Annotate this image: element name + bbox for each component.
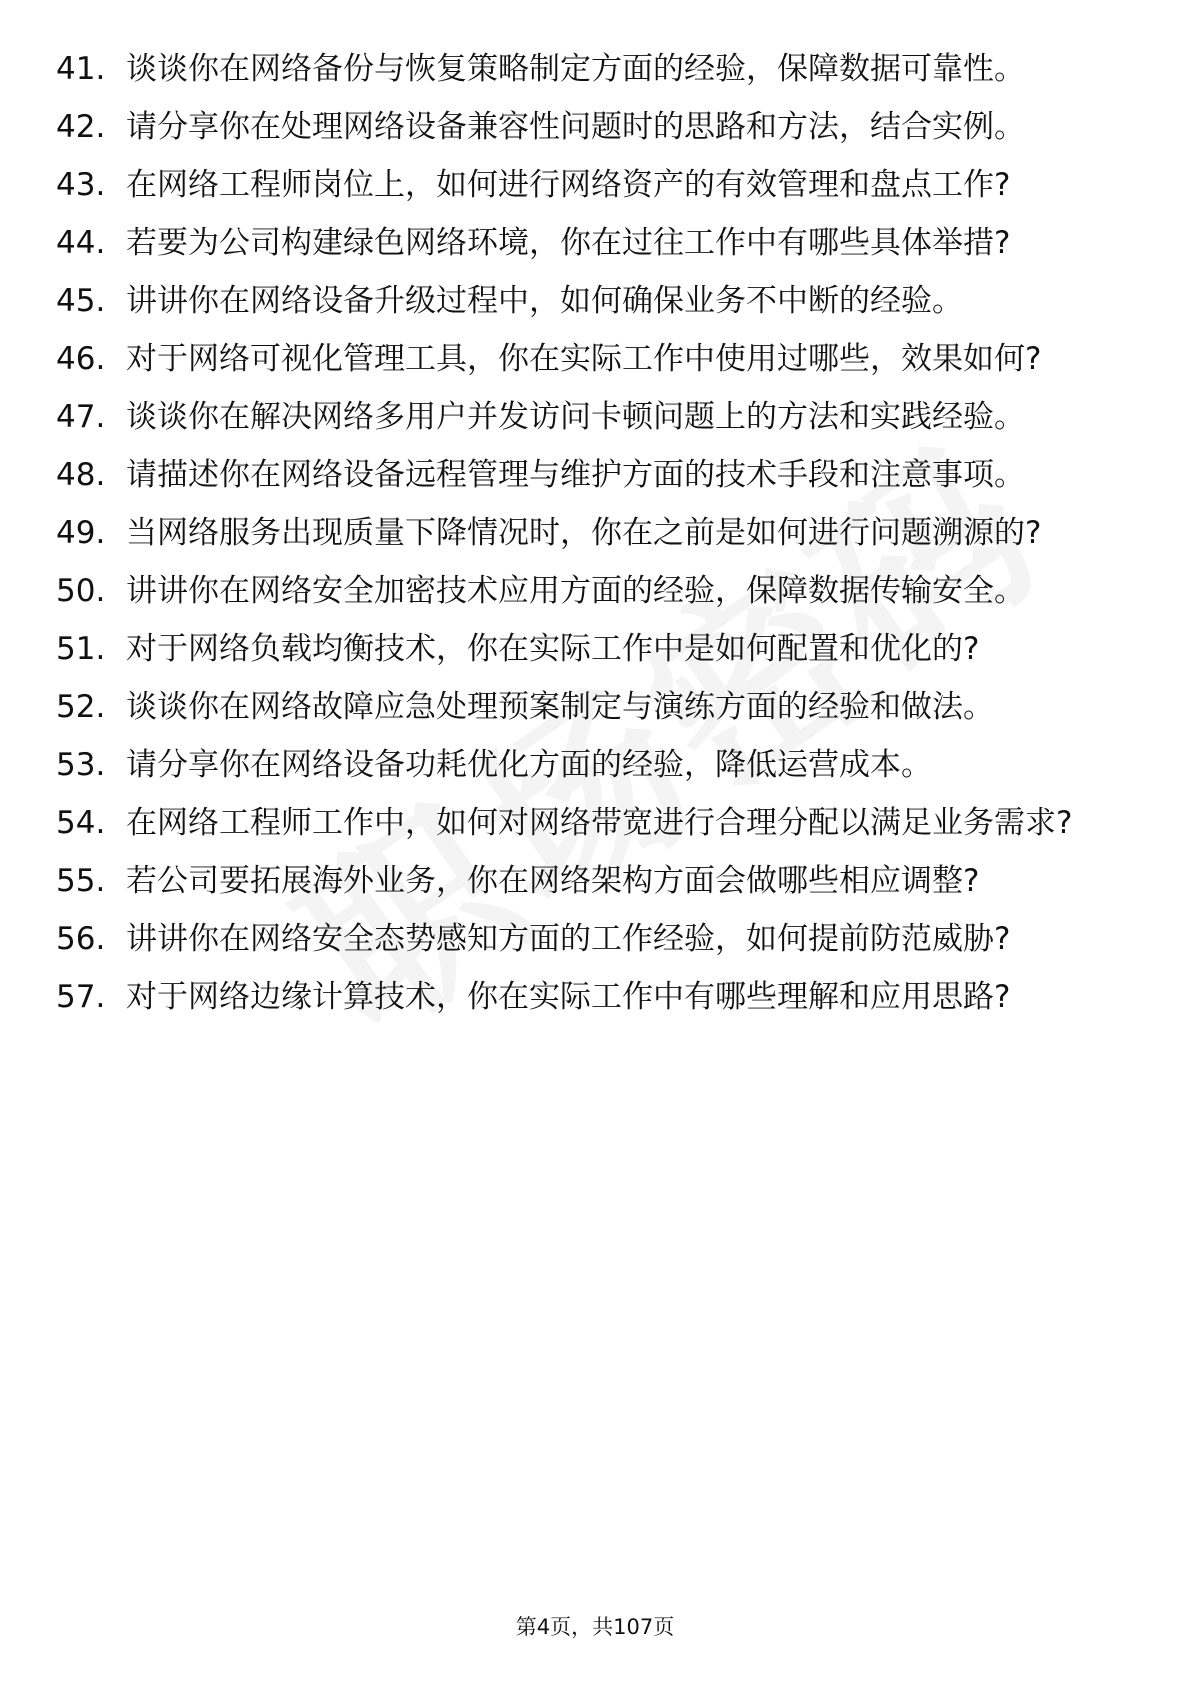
question-number: 50. (56, 573, 106, 609)
question-item (56, 688, 1126, 726)
question-text: 谈谈你在网络故障应急处理预案制定与演练方面的经验和做法。 (126, 689, 994, 725)
question-number: 45. (56, 283, 106, 319)
question-item (56, 282, 1126, 320)
question-number: 44. (56, 225, 106, 261)
question-text: 对于网络边缘计算技术，你在实际工作中有哪些理解和应用思路? (126, 979, 1011, 1015)
question-number: 41. (56, 51, 106, 87)
question-number: 48. (56, 457, 106, 493)
question-item (56, 978, 1126, 1016)
question-number: 49. (56, 515, 106, 551)
question-number: 55. (56, 863, 106, 899)
question-text: 讲讲你在网络安全加密技术应用方面的经验，保障数据传输安全。 (126, 573, 1025, 609)
question-text: 对于网络负载均衡技术，你在实际工作中是如何配置和优化的? (126, 631, 980, 667)
question-number: 52. (56, 689, 106, 725)
question-item (56, 108, 1126, 146)
question-number: 56. (56, 921, 106, 957)
question-item (56, 456, 1126, 494)
question-text: 在网络工程师工作中，如何对网络带宽进行合理分配以满足业务需求? (126, 805, 1073, 841)
question-list (56, 50, 1126, 1036)
question-number: 53. (56, 747, 106, 783)
question-text: 当网络服务出现质量下降情况时，你在之前是如何进行问题溯源的? (126, 515, 1042, 551)
question-item (56, 340, 1126, 378)
question-number: 47. (56, 399, 106, 435)
question-text: 请分享你在处理网络设备兼容性问题时的思路和方法，结合实例。 (126, 109, 1025, 145)
question-number: 57. (56, 979, 106, 1015)
question-text: 若要为公司构建绿色网络环境，你在过往工作中有哪些具体举措? (126, 225, 1011, 261)
question-item (56, 862, 1126, 900)
question-text: 在网络工程师岗位上，如何进行网络资产的有效管理和盘点工作? (126, 167, 1011, 203)
question-item (56, 50, 1126, 88)
question-number: 46. (56, 341, 106, 377)
question-number: 43. (56, 167, 106, 203)
question-text: 请描述你在网络设备远程管理与维护方面的技术手段和注意事项。 (126, 457, 1025, 493)
question-number: 42. (56, 109, 106, 145)
question-text: 对于网络可视化管理工具，你在实际工作中使用过哪些，效果如何? (126, 341, 1042, 377)
question-item (56, 920, 1126, 958)
question-item (56, 224, 1126, 262)
question-item (56, 398, 1126, 436)
question-text: 谈谈你在网络备份与恢复策略制定方面的经验，保障数据可靠性。 (126, 51, 1025, 87)
question-item (56, 630, 1126, 668)
question-text: 请分享你在网络设备功耗优化方面的经验，降低运营成本。 (126, 747, 932, 783)
question-item (56, 804, 1126, 842)
question-text: 讲讲你在网络设备升级过程中，如何确保业务不中断的经验。 (126, 283, 963, 319)
question-item (56, 166, 1126, 204)
question-item (56, 746, 1126, 784)
question-number: 51. (56, 631, 106, 667)
question-text: 谈谈你在解决网络多用户并发访问卡顿问题上的方法和实践经验。 (126, 399, 1025, 435)
question-text: 讲讲你在网络安全态势感知方面的工作经验，如何提前防范威胁? (126, 921, 1011, 957)
question-text: 若公司要拓展海外业务，你在网络架构方面会做哪些相应调整? (126, 863, 980, 899)
question-item (56, 514, 1126, 552)
page-footer: 第4页，共107页 (515, 1615, 675, 1639)
question-item (56, 572, 1126, 610)
question-number: 54. (56, 805, 106, 841)
